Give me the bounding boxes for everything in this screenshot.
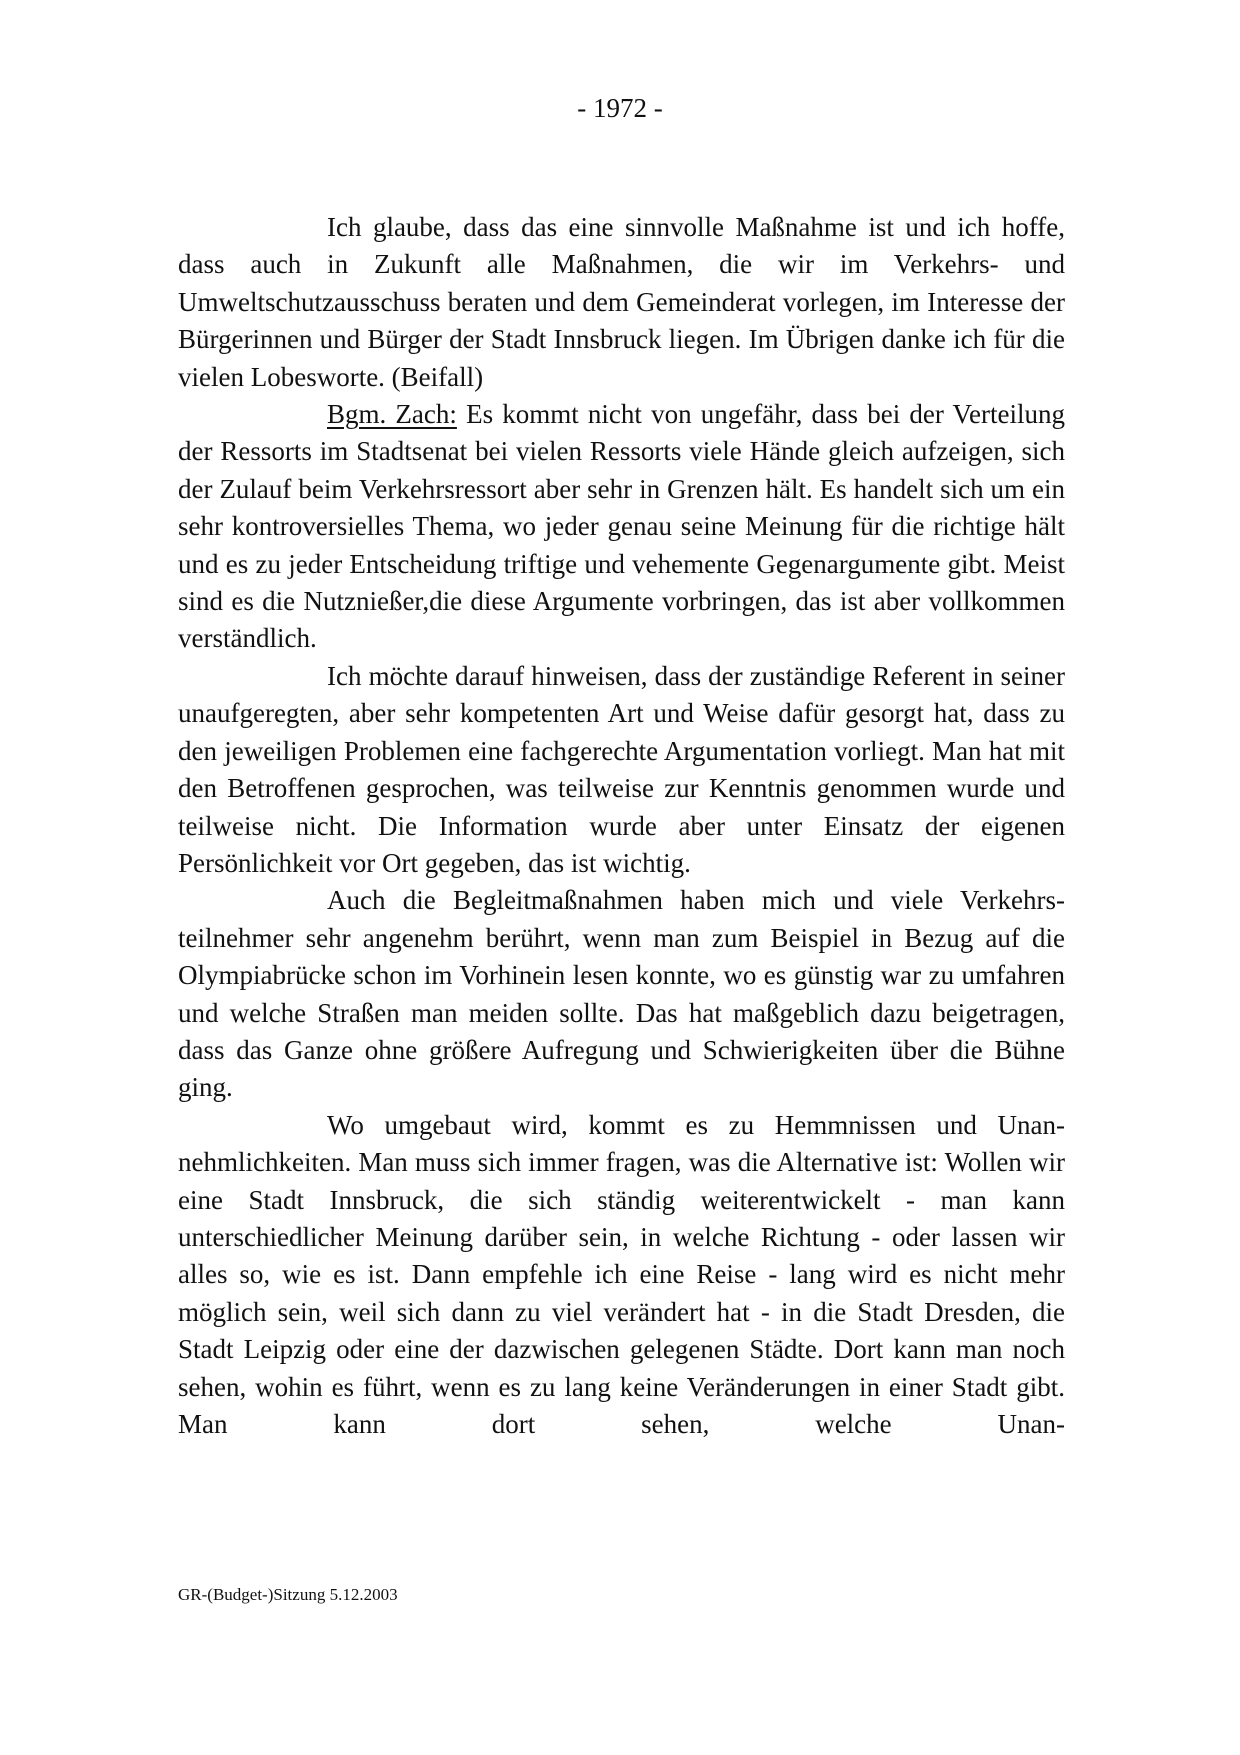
paragraph (178, 396, 1065, 658)
page-number: - 1972 - (577, 93, 663, 123)
paragraph-text: Es kommt nicht von ungefähr, dass bei der Verteilung der Ressorts im Stadtsenat bei vielen Ressorts viele Hände gleich aufzeigen, sich der Zulauf beim Verkehrsressort aber sehr in Grenzen hält. Es handelt sich um ein sehr kontroversielles Thema, wo jeder genau seine Meinung für die richtige hält und es zu jeder Entscheidung triftige und vehemente Gegenargumente gibt. Meist sind es die Nutznießer,die diese Argumente vorbringen, das ist aber vollkommen verständlich. (178, 399, 1065, 654)
page-footer: GR-(Budget-)Sitzung 5.12.2003 (178, 1585, 398, 1604)
speaker-label: Bgm. Zach: (327, 399, 457, 430)
paragraph-text: Ich möchte darauf hinweisen, dass der zuständige Referent in seiner unaufgeregten, aber sehr kompetenten Art und Weise dafür gesorgt hat, dass zu den jeweiligen Problemen eine fachgerechte Argumentation vorliegt. Man hat mit den Betroffenen gesprochen, was teilweise zur Kenntnis genommen wurde und teilweise nicht. Die Information wurde aber unter Einsatz der eigenen Persönlichkeit vor Ort gegeben, das ist wichtig. (178, 660, 1065, 878)
paragraph-text: Ich glaube, dass das eine sinnvolle Maßnahme ist und ich hoffe, dass auch in Zukunft alle Maßnahmen, die wir im Verkehrs- und Umweltschutzausschuss beraten und dem Gemeinderat vorlegen, im Interesse der Bürgerinnen und Bürger der Stadt Innsbruck liegen. Im Übrigen danke ich für die vielen Lobesworte. (Beifall) (178, 212, 1065, 392)
paragraph-text: Wo umgebaut wird, kommt es zu Hemmnissen und Unannehmlichkeiten. Man muss sich immer fragen, was die Alternative ist: Wollen wir eine Stadt Innsbruck, die sich ständig weiterentwickelt - man kann unterschiedlicher Meinung darüber sein, in welche Richtung - oder lassen wir alles so, wie es ist. Dann empfehle ich eine Reise - lang wird es nicht mehr möglich sein, weil sich dann zu viel verändert hat - in die Stadt Dresden, die Stadt Leipzig oder eine der dazwischen gelegenen Städte. Dort kann man noch sehen, wohin es führt, wenn es zu lang keine Veränderungen in einer Stadt gibt. Man kann dort sehen, welche Unan- (178, 1109, 1065, 1439)
paragraph (178, 1107, 1065, 1444)
paragraph-text: Auch die Begleitmaßnahmen haben mich und viele Verkehrsteilnehmer sehr angenehm berührt, wenn man zum Beispiel in Bezug auf die Olympiabrücke schon im Vorhinein lesen konnte, wo es günstig war zu umfahren und welche Straßen man meiden sollte. Das hat maßgeblich dazu beigetragen, dass das Ganze ohne größere Aufregung und Schwierigkeiten über die Bühne ging. (178, 885, 1065, 1103)
paragraph (178, 209, 1065, 396)
paragraph (178, 658, 1065, 882)
paragraph (178, 882, 1065, 1106)
document-body (178, 209, 1065, 1443)
